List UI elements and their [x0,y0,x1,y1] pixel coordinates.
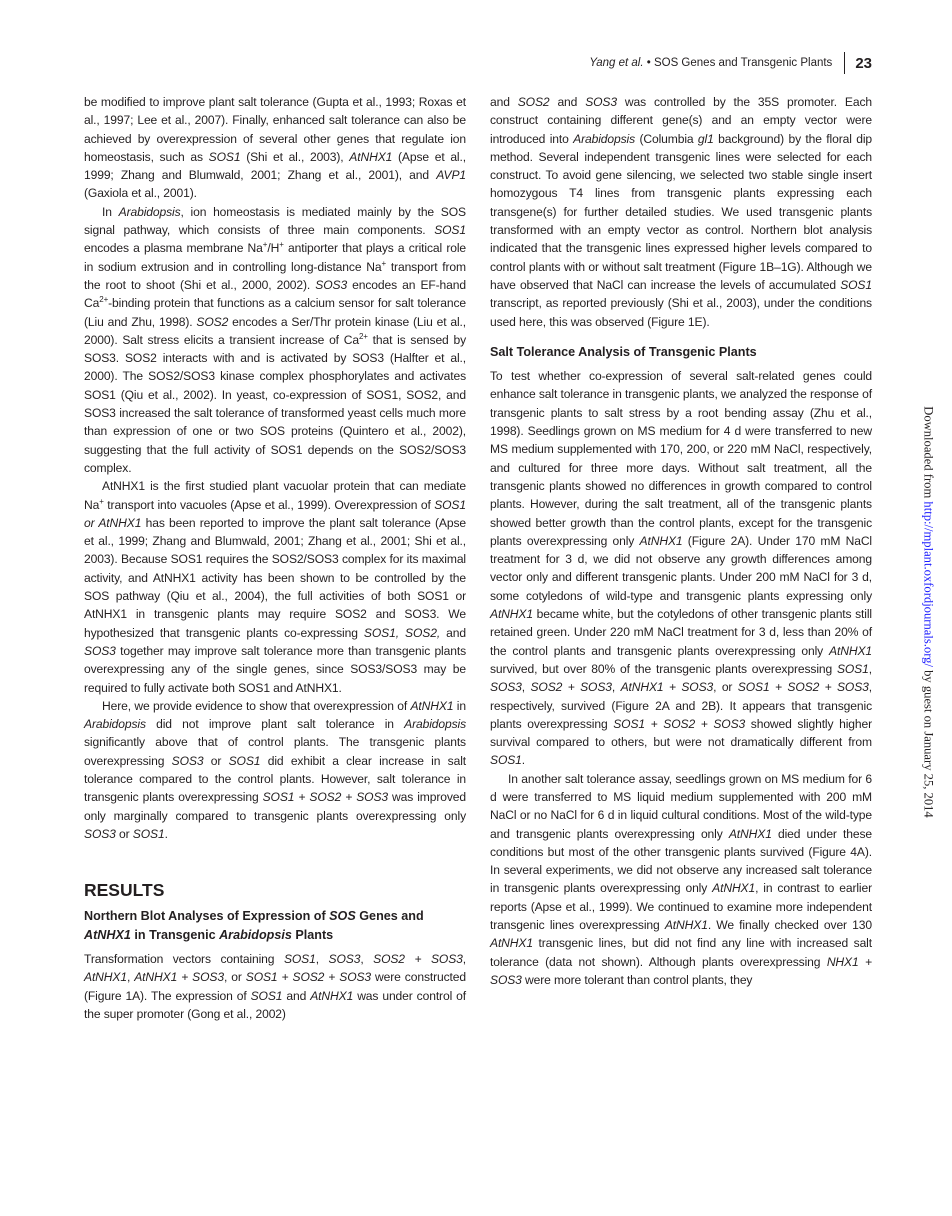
text-run: . [164,826,168,841]
text-run: In another salt tolerance assay, seedlings grown on MS medium for 6 d were transferred to MS liquid medium supplemented with 200 mM NaCl or no NaCl for 6 d in liquid cultural conditions. Most of the wild-type and transgenic plants overexpressing only [490,771,872,841]
italic-term: SOS [329,909,356,924]
text-run: did not improve plant salt tolerance in [145,717,405,732]
text-run: To test whether co-expression of several salt-related genes could enhance salt tolerance in transgenic plants, we analyzed the response of transgenic plants to salt stress by a root bending assay (Zhu et al., 1998). Seedlings grown on MS medium for 4 d were transferred to new MS medium supplemented with 170, 200, or 220 mM NaCl, respectively, and cultured for three more days. Without salt treatment, all the transgenic plants showed no differences in growth compared to control plants. However, during the salt treatment, all of the transgenic plants showed better growth than the control plants, except for the transgenic plants overexpressing only [490,369,872,548]
left-column [84,93,466,1023]
text-run: , or [223,970,246,985]
italic-term: Arabidopsis [404,717,466,732]
text-run: -binding protein that functions as a calcium sensor for salt tolerance (Liu and Zhu, 1998). [84,296,466,329]
superscript: + [381,258,387,268]
text-run: background) by the floral dip method. Several independent transgenic lines were selected for each construct. To avoid gene silencing, we selected two stable single insert homozygous T4 lines from transgenic plants expressing each transgene(s) for further detailed studies. We used transgenic plants transformed with an empty vector as control. Northern blot analysis indicated that the transgenic lines expressed higher levels compared to control plants with or without salt treatment (Figure 1B–1G). Although we have observed that NaCl can increase the levels of accumulated [490,131,872,292]
text-run: transcript, as reported previously (Shi et al., 2003), under the conditions used here, this was observed (Figure 1E). [490,296,872,329]
italic-term: Arabidopsis [219,927,292,942]
italic-term: AtNHX1 [712,881,756,896]
text-run: , [462,952,466,967]
text-run: . We finally checked over 130 [707,918,872,933]
text-run: Salt Tolerance Analysis of Transgenic Plants [490,344,757,359]
text-run: (Gaxiola et al., 2001). [84,186,197,201]
paragraph [490,770,872,990]
italic-term: SOS1 + SOS2 + SOS3 [613,716,746,731]
text-run: Here, we provide evidence to show that overexpression of [102,698,411,713]
watermark-link[interactable]: http://mplant.oxfordjournals.org/ [921,501,936,667]
italic-term: SOS3 [328,952,361,967]
text-run: has been reported to improve the plant salt tolerance (Apse et al., 1999; Zhang and Blumwald, 2001; Zhang et al., 2001; Shi et al., 2003). Because SOS1 requires the SOS2/SOS3 complex for its maximal activity, and AtNHX1 activity has been shown to be controlled by the SOS pathway (Qiu et al., 2004), the full activities of both SOS1 or AtNHX1 in transgenic plants may require SOS2 and SOS3. We hypothesized that transgenic plants co-expressing [84,515,466,640]
italic-term: SOS1 [836,661,869,676]
paragraph [84,93,466,203]
text-run: died under these conditions but most of the other transgenic plants survived (Figure 4A). In several experiments, we did not observe any increased salt tolerance in transgenic plants overexpressing only [490,826,872,896]
text-run: that is sensed by SOS3. SOS2 interacts with and is activated by SOS3 (Halfter et al., 2000). The SOS2/SOS3 kinase complex phosphorylates and activates SOS1 (Qiu et al., 2002). In yeast, co-expression of SOS1, SOS2, and SOS3 increased the salt tolerance of transformed yeast cells much more than expression of one or two SOS proteins (Quintero et al., 2002), suggesting that the full activity of SOS1 depends on the SOS2/SOS3 complex. [84,332,466,475]
right-column [490,93,872,989]
italic-term: SOS3 [585,95,617,109]
italic-term: SOS3 [315,277,348,292]
running-header [589,52,872,74]
text-run: AtNHX1 is the first studied plant vacuolar protein that can mediate Na [84,479,466,512]
header-authors: Yang et al. [589,57,644,69]
text-run: Plants [291,927,334,942]
text-run: and [440,625,466,640]
italic-term: SOS1 [208,149,241,164]
italic-term: SOS2 [196,314,229,329]
italic-term: SOS1 [228,753,261,768]
text-run: , [611,680,621,695]
italic-term: SOS1 [490,753,522,768]
text-run: (Figure 2A). Under 170 mM NaCl treatment for 3 d, we did not observe any growth differences among vector only and different transgenic plants. Under 200 mM NaCl for 3 d, some cotyledons of wild-type and transgenic plants expressing only [490,533,872,603]
text-run: (Columbia [635,131,698,146]
text-run: together may improve salt tolerance more than transgenic plants overexpressing any of the single genes, since SOS3/SOS3 may be required to fully activate both SOS1 and AtNHX1. [84,643,466,695]
text-run: in [453,698,466,713]
section-heading-results: RESULTS [84,880,165,901]
text-run: and [549,95,586,109]
italic-term: AtNHX1 [728,826,772,841]
text-run: showed slightly higher survival compared to others, but were not dramatically different from [490,716,872,750]
text-run: or [203,753,229,768]
italic-term: SOS1 + SOS2 + SOS3 [245,970,372,985]
text-run: became white, but the cotyledons of other transgenic plants still retained green. Under 220 mM NaCl treatment for 3 d, less than 20% of the control plants and transgenic plants overexpressing only [490,607,872,658]
italic-term: SOS1 + SOS2 + SOS3 [737,680,869,695]
text-run: encodes a plasma membrane Na [84,241,263,256]
text-run: were constructed (Figure 1A). The expression of [84,970,467,1003]
text-run: and [490,95,518,109]
watermark-prefix: Downloaded from [921,406,936,502]
superscript: + [279,240,284,250]
italic-term: SOS1 [434,223,466,238]
italic-term: SOS1, SOS2, [363,625,441,640]
italic-term: AtNHX1 [639,533,683,548]
text-run: , [521,680,531,695]
text-run: , [126,970,135,985]
paragraph [490,367,872,770]
text-run: , [360,952,374,967]
italic-term: AtNHX1 [84,927,131,942]
text-run: and [282,988,311,1003]
italic-term: SOS2 [517,95,550,109]
italic-term: SOS1 [840,277,872,292]
italic-term: SOS3 [490,680,522,695]
text-run: transport from the root to shoot (Shi et al., 2000, 2002). [84,259,466,292]
header-divider [844,52,845,74]
page-number: 23 [855,54,872,72]
paragraph [84,203,466,477]
text-run: (Shi et al., 2003), [240,149,350,164]
download-watermark [921,406,936,817]
italic-term: SOS1 [283,952,316,967]
italic-term: AtNHX1 [490,607,533,622]
italic-term: AVP1 [436,168,466,183]
text-run: , [315,952,329,967]
italic-term: AtNHX1 [349,149,393,164]
text-run: Northern Blot Analyses of Expression of [84,909,330,924]
text-run: were more tolerant than control plants, they [521,972,753,987]
text-run: , or [713,680,738,695]
watermark-suffix: by guest on January 25, 2014 [921,666,936,818]
text-run: , in contrast to earlier reports (Apse et al., 1999). We continued to examine more independent transgenic lines overexpressing [490,881,873,933]
paragraph [84,477,466,697]
paragraph [84,950,466,1023]
text-run: Genes and [355,909,424,924]
italic-term: SOS3 [84,643,116,658]
text-run: or [115,826,133,841]
text-run: transgenic lines, but did not find any line with increased salt tolerance (data not shown). Although plants overexpressing [490,936,872,969]
subsection-heading [84,907,466,944]
text-run: survived, but over 80% of the transgenic plants overexpressing [490,661,837,676]
superscript: + [262,240,268,250]
italic-term: AtNHX1 + SOS3 [134,970,224,985]
italic-term: SOS1 + SOS2 + SOS3 [262,790,389,805]
text-run: /H [267,241,280,256]
italic-term: NHX1 + SOS3 [490,954,872,987]
text-run: , [868,661,872,676]
text-run: transport into vacuoles (Apse et al., 1999). Overexpression of [103,497,435,512]
header-bullet: • [643,57,654,69]
text-run: encodes a Ser/Thr protein kinase (Liu et al., 2000). Salt stress elicits a transient increase of Ca [84,314,466,347]
text-run: Transformation vectors containing [84,952,284,967]
subsection-heading [490,343,872,361]
italic-term: SOS3 [84,826,116,841]
text-run: was improved only marginally compared to transgenic plants overexpressing only [84,790,467,823]
text-run: , respectively, survived (Figure 2A and 2B). It appears that transgenic plants overexpressing [490,680,873,731]
superscript: + [99,496,104,506]
text-run: antiporter that plays a critical role in sodium extrusion and in controlling long-distance Na [84,241,467,274]
italic-term: AtNHX1 [829,643,872,658]
superscript: 2+ [99,295,109,305]
italic-term: Arabidopsis [573,131,636,146]
italic-term: SOS2 + SOS3 [373,952,463,967]
italic-term: AtNHX1 + SOS3 [620,680,714,695]
header-title: SOS Genes and Transgenic Plants [653,57,833,69]
text-run: be modified to improve plant salt tolerance (Gupta et al., 1993; Roxas et al., 1997; Lee et al., 2007). Finally, enhanced salt tolerance can also be achieved by overexpression of several other genes that regulate ion homeostasis, such as [84,95,466,164]
italic-term: SOS1 [250,988,283,1003]
italic-term: SOS1 or AtNHX1 [84,497,466,530]
paragraph [490,93,872,331]
italic-term: gl1 [697,131,714,146]
superscript: 2+ [358,331,368,341]
text-run: . [521,753,526,768]
text-run: encodes an EF-hand Ca [84,277,466,311]
text-run: was controlled by the 35S promoter. Each construct containing different gene(s) and an empty vector were introduced into [490,95,872,146]
italic-term: SOS1 [132,826,165,841]
italic-term: AtNHX1 [490,936,533,951]
text-run: in Transgenic [130,927,220,942]
italic-term: AtNHX1 [410,698,454,713]
text-run: , ion homeostasis is mediated mainly by the SOS signal pathway, which consists of three main components. [84,204,466,238]
italic-term: Arabidopsis [84,717,146,732]
italic-term: Arabidopsis [118,204,181,219]
text-run: significantly above that of control plants. The transgenic plants overexpressing [84,735,466,768]
text-run: was under control of the super promoter (Gong et al., 2002) [84,988,466,1021]
italic-term: SOS2 + SOS3 [530,680,612,695]
italic-term: AtNHX1 [310,988,354,1003]
italic-term: SOS3 [171,753,204,768]
italic-term: AtNHX1 [664,918,708,933]
paragraph [84,697,466,843]
text-run: did exhibit a clear increase in salt tolerance compared to the control plants. However, salt tolerance in transgenic plants overexpressing [84,753,467,805]
text-run: In [102,204,119,219]
italic-term: AtNHX1 [84,970,127,985]
text-run: (Apse et al., 1999; Zhang and Blumwald, 2001; Zhang et al., 2001), and [84,149,466,183]
